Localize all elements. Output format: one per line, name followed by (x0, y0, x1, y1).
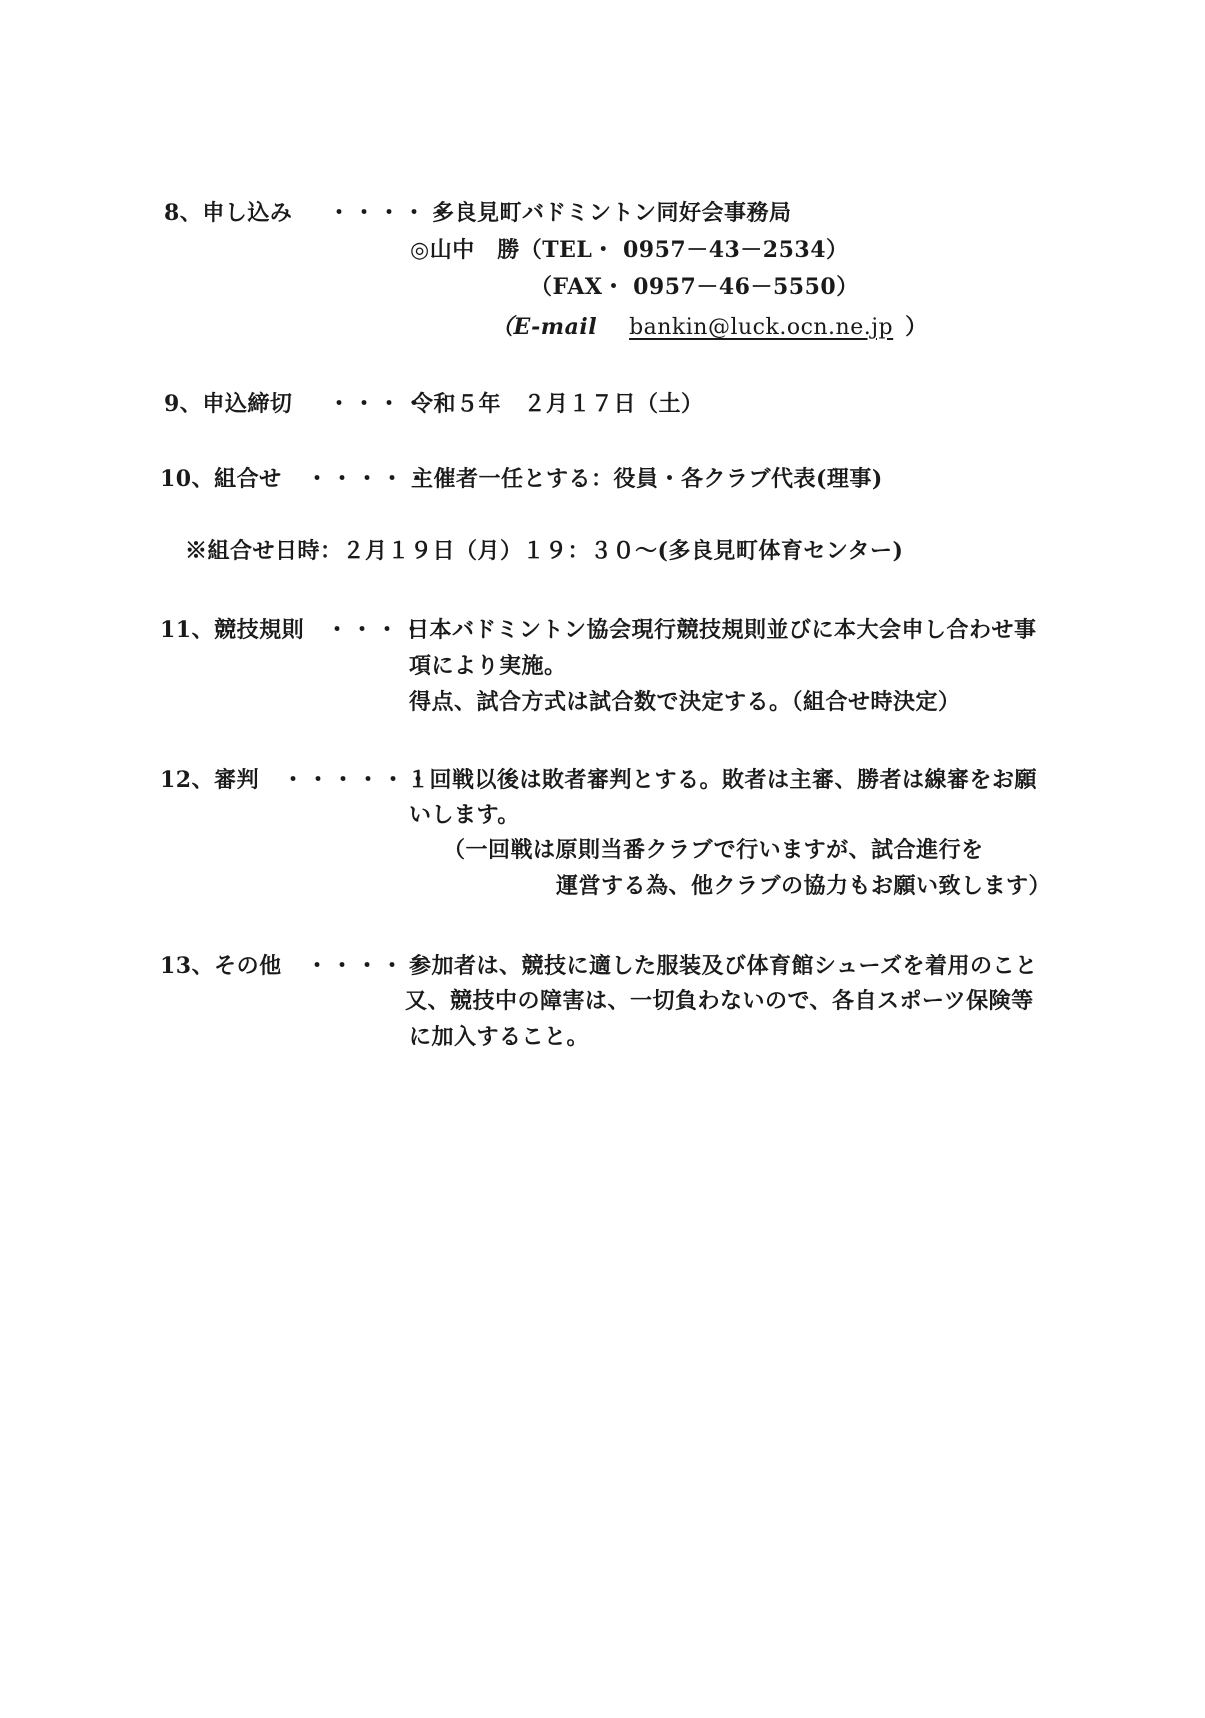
section-11-number: 11、 (160, 617, 215, 643)
section-9-heading-line (164, 390, 292, 418)
section-8-text: 多良見町バドミントン同好会事務局 (432, 200, 792, 226)
section-8-fax: （FAX・ 0957－46－5550） (530, 274, 859, 300)
section-11-line2: 項により実施。 (409, 653, 567, 679)
section-9-heading: 申込締切 (202, 391, 293, 417)
section-12-heading: 審判 (214, 767, 260, 793)
section-13-number: 13、 (160, 953, 215, 979)
section-10-number: 10、 (160, 466, 215, 492)
section-11-line3: 得点、試合方式は試合数で決定する。（組合せ時決定） (409, 689, 961, 715)
section-11-heading-line (160, 616, 304, 644)
section-8-heading: 申し込み (202, 200, 293, 226)
section-12-line4: 運営する為、他クラブの協力もお願い致します） (556, 873, 1052, 899)
section-8-contact-name: ◎山中 勝（TEL・ 0957－43－2534） (410, 237, 849, 263)
section-10-note: ※組合せ日時：２月１９日（月）１９：３０～(多良見町体育センター) (185, 538, 904, 564)
section-8-heading-line (164, 199, 292, 227)
section-13-line3: に加入すること。 (409, 1024, 590, 1050)
section-10-heading-line (160, 465, 282, 493)
section-8-dots: ・・・・・ (328, 200, 454, 226)
section-9-text: 令和５年 ２月１７日（土） (411, 391, 704, 417)
section-12-line1: １回戦以後は敗者審判とする。敗者は主審、勝者は線審をお願 (407, 767, 1038, 793)
email-link[interactable]: bankin@luck.ocn.ne.jp (629, 315, 894, 340)
section-10-dots: ・・・・・ (306, 466, 432, 492)
section-9-number: 9、 (164, 391, 203, 417)
section-13-dots: ・・・・・ (306, 953, 432, 979)
section-13-heading: その他 (214, 953, 282, 979)
section-8-number: 8、 (164, 200, 203, 226)
section-10-text: 主催者一任とする：役員・各クラブ代表(理事) (411, 466, 883, 492)
section-12-heading-line (160, 766, 259, 794)
section-12-dots: ・・・・・・ (282, 767, 433, 793)
section-8-email-line (491, 313, 928, 342)
section-11-heading: 競技規則 (214, 617, 305, 643)
section-13-line2: 又、競技中の障害は、一切負わないので、各自スポーツ保険等 (405, 988, 1034, 1014)
section-11-dots: ・・・・ (326, 617, 427, 643)
section-13-heading-line (160, 952, 282, 980)
section-9-dots: ・・・・ (328, 391, 429, 417)
section-8-email-close: ） (905, 314, 928, 340)
section-12-line3: （一回戦は原則当番クラブで行いますが、試合進行を (443, 837, 984, 863)
section-12-line2: いします。 (409, 802, 520, 828)
section-10-heading: 組合せ (214, 466, 282, 492)
section-8-email-label: （E-mail (491, 314, 598, 340)
section-13-line1: 参加者は、競技に適した服装及び体育館シューズを着用のこと (409, 953, 1038, 979)
section-12-number: 12、 (160, 767, 215, 793)
section-11-line1: 日本バドミントン協会現行競技規則並びに本大会申し合わせ事 (407, 617, 1037, 643)
